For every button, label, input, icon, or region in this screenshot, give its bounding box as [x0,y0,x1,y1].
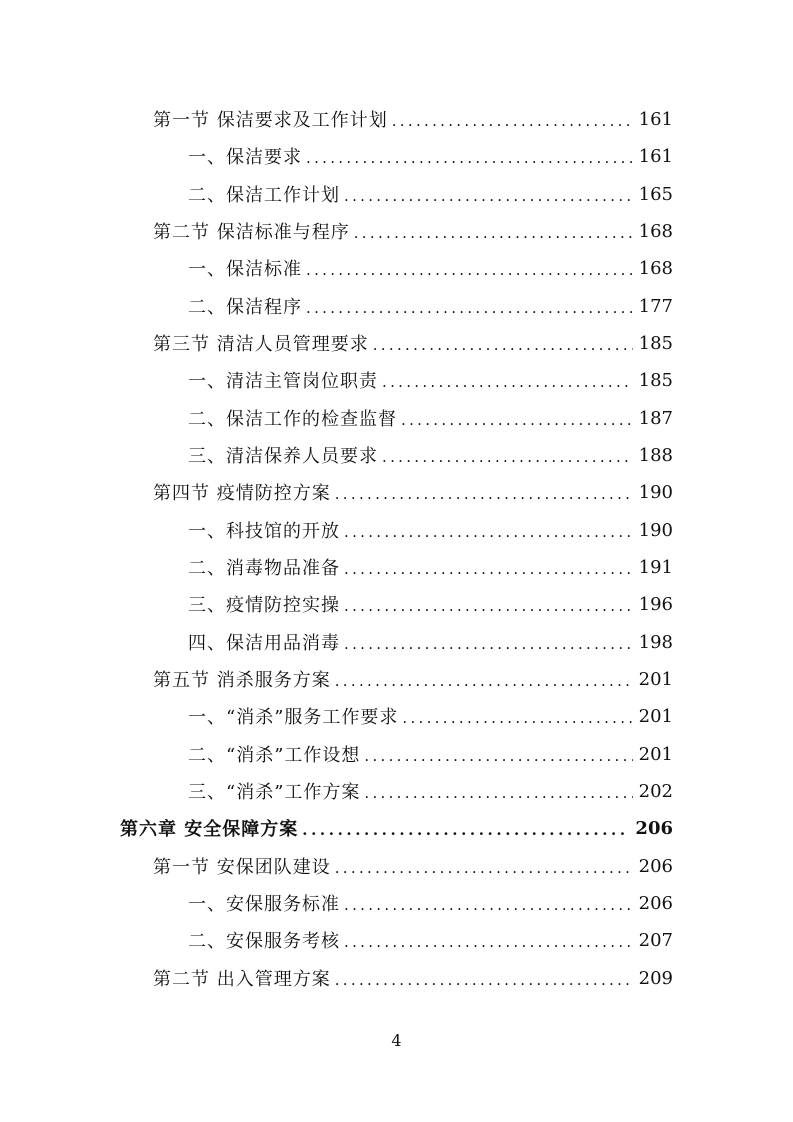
toc-leader-dots [344,187,633,205]
toc-entry-page: 168 [638,220,673,242]
toc-entry-page: 207 [638,929,673,951]
toc-entry-page: 185 [638,332,673,354]
toc-entry[interactable] [153,105,673,133]
toc-entry[interactable] [188,516,673,544]
toc-entry-label: 一、保洁要求 [188,147,302,168]
toc-entry-label: 第一节 保洁要求及工作计划 [153,110,388,131]
toc-entry-label: 一、“消杀”服务工作要求 [188,707,399,728]
toc-entry[interactable] [153,964,673,992]
toc-leader-dots [354,224,633,242]
toc-entry-label: 一、安保服务标准 [188,894,340,915]
toc-entry-page: 191 [638,556,673,578]
toc-entry-label: 二、保洁程序 [188,297,302,318]
toc-leader-dots [335,485,633,503]
toc-entry-label: 二、保洁工作的检查监督 [188,409,397,430]
toc-leader-dots [344,896,633,914]
toc-leader-dots [306,261,633,279]
toc-leader-dots [335,859,633,877]
toc-entry[interactable] [188,366,673,394]
toc-entry[interactable] [188,590,673,618]
toc-entry-label: 第一节 安保团队建设 [153,857,331,878]
toc-leader-dots [306,299,633,317]
toc-chapter-entry[interactable] [120,814,673,842]
toc-entry[interactable] [188,254,673,282]
toc-entry-page: 206 [638,855,673,877]
toc-entry-label: 第四节 疫情防控方案 [153,483,331,504]
toc-entry-page: 190 [638,481,673,503]
toc-entry-label: 第六章 安全保障方案 [120,819,299,840]
toc-leader-dots [364,784,632,802]
toc-leader-dots [382,448,633,466]
toc-leader-dots [302,821,629,839]
toc-leader-dots [335,672,633,690]
toc-entry-label: 第五节 消杀服务方案 [153,670,331,691]
toc-entry-label: 三、清洁保养人员要求 [188,446,378,467]
toc-entry[interactable] [188,740,673,768]
toc-entry[interactable] [188,553,673,581]
toc-leader-dots [382,373,633,391]
toc-leader-dots [344,933,633,951]
toc-leader-dots [344,635,633,653]
toc-entry-label: 第三节 清洁人员管理要求 [153,334,369,355]
toc-leader-dots [335,971,633,989]
toc-entry[interactable] [188,628,673,656]
toc-entry[interactable] [153,665,673,693]
toc-entry-page: 190 [638,519,673,541]
toc-entry-label: 一、清洁主管岗位职责 [188,371,378,392]
toc-entry-page: 161 [638,145,673,167]
toc-entry-page: 202 [638,780,673,802]
toc-entry[interactable] [188,180,673,208]
toc-entry[interactable] [188,404,673,432]
toc-entry-page: 185 [638,369,673,391]
toc-entry-page: 206 [635,817,673,839]
toc-leader-dots [306,149,633,167]
toc-leader-dots [402,709,632,727]
toc-entry-page: 177 [638,295,673,317]
toc-entry[interactable] [188,702,673,730]
toc-entry[interactable] [153,329,673,357]
toc-entry-label: 二、“消杀”工作设想 [188,745,361,766]
toc-entry[interactable] [188,889,673,917]
toc-entry-label: 四、保洁用品消毒 [188,633,340,654]
toc-entry-page: 209 [638,967,673,989]
toc-entry-label: 三、疫情防控实操 [188,595,340,616]
page-number: 4 [391,1031,402,1050]
toc-entry-page: 187 [638,407,673,429]
toc-leader-dots [344,560,633,578]
toc-entry-label: 一、保洁标准 [188,259,302,280]
toc-entry-page: 161 [638,108,673,130]
toc-leader-dots [344,597,633,615]
toc-leader-dots [364,747,632,765]
toc-leader-dots [401,411,633,429]
toc-entry-label: 二、安保服务考核 [188,931,340,952]
toc-entry-page: 168 [638,257,673,279]
toc-entry-page: 201 [638,668,673,690]
toc-entry-label: 二、消毒物品准备 [188,558,340,579]
toc-entry-page: 188 [638,444,673,466]
toc-entry-page: 201 [638,743,673,765]
toc-entry[interactable] [188,441,673,469]
toc-entry[interactable] [153,217,673,245]
toc-entry[interactable] [188,292,673,320]
toc-entry[interactable] [188,926,673,954]
toc-entry-label: 第二节 保洁标准与程序 [153,222,350,243]
toc-entry-label: 第二节 出入管理方案 [153,969,331,990]
toc-entry-page: 206 [638,892,673,914]
toc-entry[interactable] [153,478,673,506]
toc-leader-dots [392,112,633,130]
toc-entry-label: 一、科技馆的开放 [188,521,340,542]
toc-entry-page: 201 [638,705,673,727]
toc-entry[interactable] [188,142,673,170]
toc-entry-page: 165 [638,183,673,205]
toc-entry[interactable] [188,777,673,805]
toc-leader-dots [344,523,633,541]
toc-entry[interactable] [153,852,673,880]
toc-entry-label: 三、“消杀”工作方案 [188,782,361,803]
toc-entry-label: 二、保洁工作计划 [188,185,340,206]
toc-entry-page: 198 [638,631,673,653]
toc-leader-dots [373,336,633,354]
toc-entry-page: 196 [638,593,673,615]
